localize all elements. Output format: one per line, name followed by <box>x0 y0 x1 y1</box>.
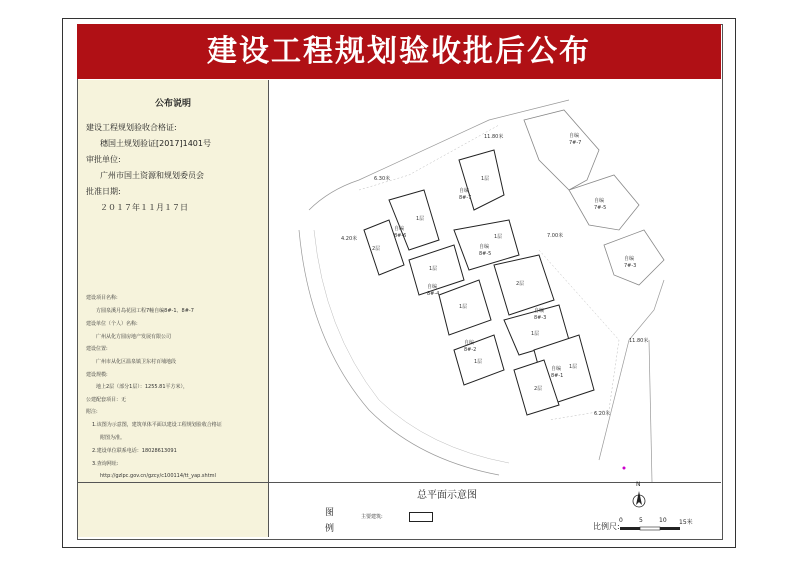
building-7-7 <box>524 110 599 190</box>
cert-value: 穗国土规划验证[2017]1401号 <box>100 139 211 148</box>
scale-bar-label: 比例尺: <box>593 522 620 531</box>
floor-labels: 1层 1层 2层 1层 1层 2层 1层 1层 1层 1层 2层 <box>372 176 578 392</box>
road-line <box>649 340 652 482</box>
note-3: 3.查询网址: <box>92 461 119 467</box>
left-bottom-panel <box>78 483 269 537</box>
legend-label-1: 图 <box>325 508 335 518</box>
unit-label: 建设单位（个人）名称: <box>86 321 138 327</box>
notes-label: 附注: <box>86 409 98 415</box>
road-line <box>599 280 664 460</box>
note-3-url[interactable]: http://gzlpc.gov.cn/gzcy/c100114/tt_yap.shtml <box>100 473 216 479</box>
dimension-labels: 11.80米 6.30米 4.20米 7.00米 11.80米 6.20米 <box>341 134 649 417</box>
scale-label: 建设规模: <box>86 372 108 378</box>
north-label: N <box>636 481 641 488</box>
approve-value: 广州市国土资源和规划委员会 <box>100 171 204 180</box>
note-1: 1.该图为示意图，建筑单体平面以建设工程规划验收合格证 <box>92 422 222 428</box>
facility-label: 公建配套项目：无 <box>86 397 127 403</box>
page-title: 建设工程规划验收批后公布 <box>77 24 721 79</box>
date-label: 批准日期: <box>86 187 121 196</box>
unit-value: 广州从化方圆房地产发展有限公司 <box>96 334 172 340</box>
note-1b: 附图为准。 <box>100 435 126 441</box>
legend-building-swatch <box>409 512 433 522</box>
legend-label-2: 例 <box>325 524 335 534</box>
scale-bar <box>619 526 689 532</box>
legend-item-label: 主要建筑: <box>361 514 383 520</box>
panel-heading: 公布说明 <box>154 99 191 109</box>
approve-label: 审批单位: <box>86 155 121 164</box>
scale-value: 地上2层（部分1层）：1255.81平方米）， <box>96 384 189 390</box>
site-plan-drawing <box>269 80 721 482</box>
scale-tick-0: 0 <box>619 517 623 524</box>
legend-area <box>269 483 721 537</box>
description-panel <box>78 80 269 482</box>
date-value: ２０１７年１１月１７日 <box>100 203 188 212</box>
cert-label: 建设工程规划验收合格证: <box>86 123 177 132</box>
scale-tick-10: 10 <box>659 517 667 524</box>
site-plan <box>269 80 721 482</box>
location-value: 广州市从化区温泉镇卫东村百埔地段 <box>96 359 177 365</box>
scale-tick-15: 15米 <box>679 519 693 526</box>
marker-point <box>623 467 626 470</box>
location-label: 建设位置: <box>86 346 108 352</box>
project-label: 建设项目名称: <box>86 295 118 301</box>
scale-tick-5: 5 <box>639 517 643 524</box>
map-caption: 总平面示意图 <box>417 490 477 501</box>
road-line <box>309 100 569 210</box>
note-2: 2.建设单位联系电话：18028613091 <box>92 448 177 454</box>
project-value: 方圆泉溪月岛花园工程7幢自编8#-1、8#-7 <box>96 308 194 314</box>
label-buildings: 自编 7#-7 自编 7#-5 自编 7#-3 自编 8#-7 自编 8#-6 自编 8#-5 自编 8#-4 自编 8#-3 自编 8#-2 自编 8#-1 <box>394 133 637 379</box>
